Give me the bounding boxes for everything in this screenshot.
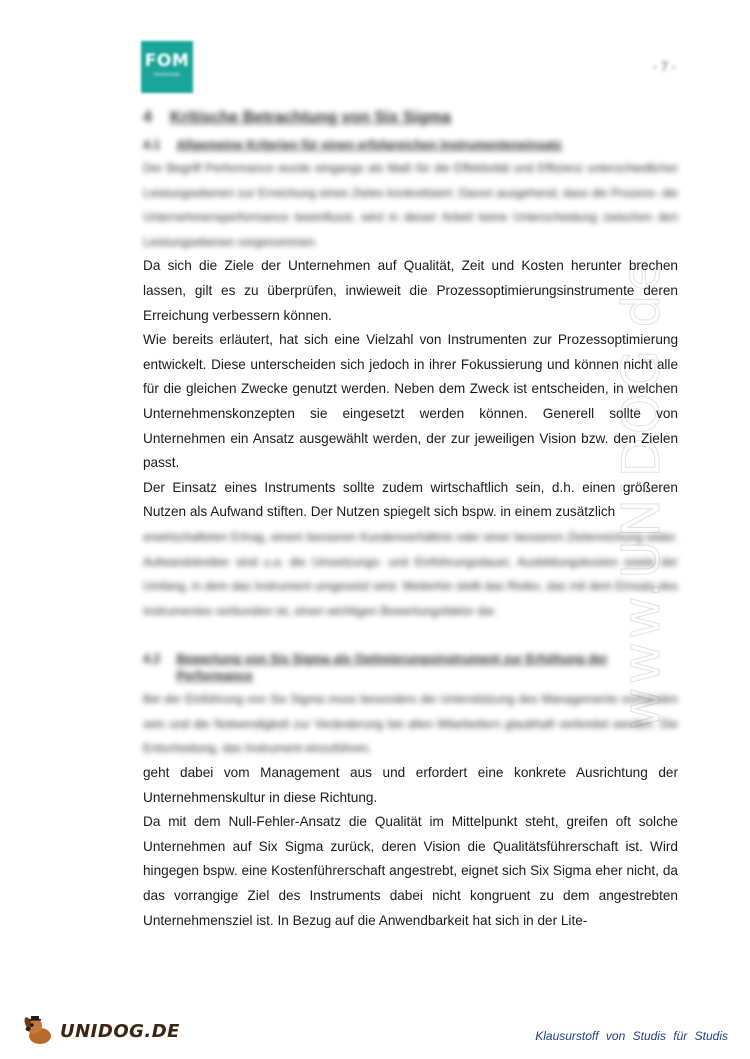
- page-number: - 7 -: [652, 59, 676, 74]
- dog-mascot-icon: [22, 1014, 56, 1048]
- fom-logo-text: FOM: [144, 51, 190, 71]
- paragraph: Da sich die Ziele der Unternehmen auf Qualität, Zeit und Kosten herunter brechen lassen, gilt es zu überprüfen, inwieweit die Prozessoptimierungsinstrumente deren Erreichung verbessern können.: [143, 258, 678, 323]
- fom-logo-subtext: Hochschule: [153, 72, 181, 78]
- paragraph: geht dabei vom Management aus und erfordert eine konkrete Ausrichtung der Unternehmenskultur in diese Richtung.: [143, 765, 678, 805]
- footer-tagline: Klausurstoff von Studis für Studis: [535, 1029, 728, 1043]
- paragraph: Wie bereits erläutert, hat sich eine Vielzahl von Instrumenten zur Prozessoptimierung entwickelt. Diese unterscheiden sich jedoch in ihrer Fokussierung und können nicht alle für die gleichen Zwecke genutzt werden. Neben dem Zweck ist entscheiden, in welchen Unternehmenskonzepten sie eingesetzt werden können. Generell sollte von Unternehmen ein Ansatz ausgewählt werden, der zur jeweiligen Vision bzw. den Zielen passt.: [143, 332, 678, 471]
- blurred-paragraph: erwirtschafteten Ertrag, einem besseren Kundenverhältnis oder einer besseren Zielerreichung wider. Aufwandstreiber sind u.a. die Umsetzungs- und Einführungsdauer, Ausbildungskosten sowie der Umfang, in dem das Instrument umgesetzt wird. Weiterhin stellt das Risiko, das mit dem Einsatz des Instrumentes verbunden ist, einen wichtigen Bewertungsfaktor dar.: [143, 529, 678, 618]
- paragraph: Der Einsatz eines Instruments sollte zudem wirtschaftlich sein, d.h. einen größeren Nutzen als Aufwand stiften. Der Nutzen spiegelt sich bspw. in einem zusätzlich: [143, 479, 678, 520]
- blurred-paragraph: Der Begriff Performance wurde eingangs als Maß für die Effektivität und Effizienz unterschiedlicher Leistungsebenen zur Erreichung eines Zieles konkretisiert. Davon ausgehend, dass die Prozess- die Unternehmensperformance beeinflusst, wird in dieser Arbeit keine Unterscheidung zwischen den Leistungsebenen vorgenommen.: [143, 161, 678, 249]
- section-heading-4-2: [143, 651, 678, 685]
- section-heading-4-1: [143, 137, 678, 154]
- document-body: [143, 107, 678, 933]
- section-4-2: [143, 651, 678, 933]
- section-title: Kritische Betrachtung von Six Sigma: [169, 109, 451, 126]
- section-number: 4: [143, 109, 152, 126]
- paragraph: Da mit dem Null-Fehler-Ansatz die Qualität im Mittelpunkt steht, greifen oft solche Unternehmen auf Six Sigma zurück, deren Vision die Qualitätsführerschaft ist. Wird hingegen bspw. eine Kostenführerschaft angestrebt, eignet sich Six Sigma eher nicht, da das vorrangige Ziel des Instruments dabei nicht kongruent zu dem angestrebten Unternehmensziel ist. In Bezug auf die Anwendbarkeit hat sich in der Lite-: [143, 814, 678, 928]
- unidog-brand: UNIDOG.DE: [60, 1020, 180, 1042]
- blurred-paragraph: Bei der Einführung von Six Sigma muss besonders die Unterstützung des Managements vorhanden sein und die Notwendigkeit zur Veränderung bei allen Mitarbeitern glaubhaft verbreitet werden. Die Entscheidung, das Instrument einzuführen,: [143, 692, 678, 756]
- section-title: Allgemeine Kriterien für einen erfolgreichen Instrumenteneinsatz: [176, 138, 562, 152]
- section-title: Bewertung von Six Sigma als Optimierungsinstrument zur Erhöhung der Performance: [176, 652, 608, 684]
- unidog-logo: [22, 1013, 180, 1049]
- fom-logo: [141, 41, 193, 93]
- section-number: 4.1: [143, 138, 161, 152]
- watermark: www.UNIDOG.de: [612, 256, 672, 730]
- section-heading-4: [143, 107, 678, 129]
- section-number: 4.2: [143, 652, 161, 667]
